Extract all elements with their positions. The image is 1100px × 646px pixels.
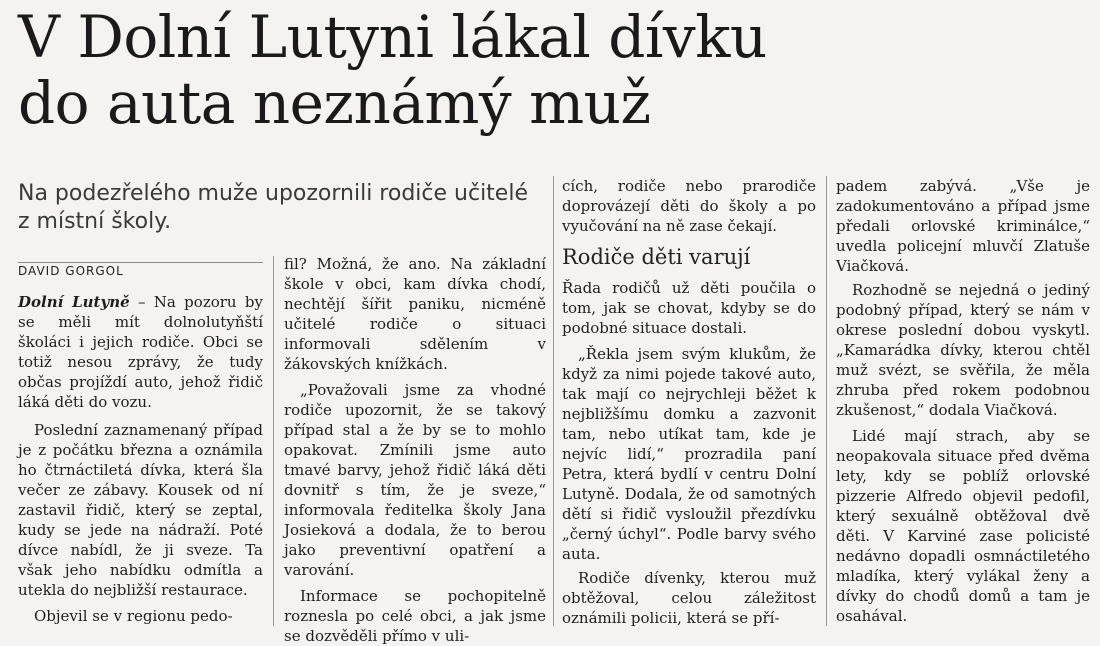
column-1-paragraph-2: Poslední zaznamenaný případ je z počátku března a oznámila ho čtrnáctiletá dívka, která šla večer ze zábavy. Kousek od ní zastavil řidič, který se zeptal, kudy se jede na nádraží. Poté dívce nabídl, že ji sveze. Ta však jeho nabídku odmítla a utekla do nejbližší restaurace. <box>18 421 263 599</box>
column-3-paragraph-1: cích, rodiče nebo prarodiče doprovázejí děti do školy a po vyučování na ně zase čekají. <box>562 177 816 235</box>
column-divider-1 <box>273 256 274 626</box>
subtitle: Na podezřelého muže upozornili rodiče učitelé z místní školy. <box>18 181 528 234</box>
column-3-paragraph-2: Řada rodičů už děti poučila o tom, jak se chovat, kdyby se do podobné situace dostali. <box>562 279 816 337</box>
column-divider-2 <box>553 176 554 626</box>
column-1-paragraph-1-text: – Na pozoru by se měli mít dolnolutyňští školáci i jejich rodiče. Obci se totiž nesou zprávy, že tudy občas projíždí auto, jehož řidič láká děti do vozu. <box>18 293 263 411</box>
headline-line-1: V Dolní Lutyni lákal dívku <box>18 3 767 71</box>
column-1-paragraph-3: Objevil se v regionu pedo- <box>34 607 233 625</box>
author-byline: DAVID GORGOL <box>18 262 263 278</box>
column-2 <box>284 254 546 646</box>
column-3-paragraph-3: „Řekla jsem svým klukům, že když za nimi pojede takové auto, tak mají co nejrychleji běžet k nejbližšímu domku a zazvonit tam, nebo utíkat tam, kde je nejvíc lidí,“ prozradila paní Petra, která bydlí v centru Dolní Lutyně. Dodala, že od samotných dětí si řidič vysloužil přezdívku „černý úchyl“. Podle barvy svého auta. <box>562 345 816 563</box>
column-4 <box>836 176 1090 626</box>
column-4-paragraph-1: padem zabývá. „Vše je zadokumentováno a případ jsme předali orlovské kriminálce,“ uvedla policejní mluvčí Zlatuše Viačková. <box>836 177 1090 275</box>
column-4-paragraph-2: Rozhodně se nejedná o jediný podobný případ, který se nám v okrese poslední dobou vyskytl. „Kamarádka dívky, kterou chtěl muž svézt, se svěřila, že měla zhruba před rokem podobnou zkušenost,“ dodala Viačková. <box>836 281 1090 419</box>
headline-line-2: do auta neznámý muž <box>18 69 651 137</box>
dateline: Dolní Lutyně <box>18 293 130 311</box>
crosshead: Rodiče děti varují <box>562 245 751 269</box>
column-2-paragraph-3: Informace se pochopitelně roznesla po celé obci, a jak jsme se dozvěděli přímo v uli- <box>284 587 546 645</box>
column-4-paragraph-3: Lidé mají strach, aby se neopakovala situace před dvěma lety, kdy se poblíž orlovské pizzerie Alfredo objevil pedofil, který sexuálně obtěžoval dvě děti. V Karviné zase policisté nedávno dopadli osmnáctiletého mladíka, který vylákal ženy a dívky do chodů domů a tam je osahával. <box>836 427 1090 625</box>
headline <box>18 4 1088 136</box>
column-2-paragraph-2: „Považovali jsme za vhodné rodiče upozornit, že se takový případ stal a že by se to mohlo opakovat. Zmínili jsme auto tmavé barvy, jehož řidič láká děti dovnitř s tím, že je sveze,“ informovala ředitelka školy Jana Josieková a dodala, že to berou jako preventivní opatření a varování. <box>284 381 546 579</box>
column-3 <box>562 176 816 628</box>
column-divider-3 <box>826 176 827 626</box>
column-2-paragraph-1: fil? Možná, že ano. Na základní škole v obci, kam dívka chodí, nechtějí šířit paniku, nicméně učitelé rodiče o situaci informovali sdělením v žákovských knížkách. <box>284 255 546 373</box>
column-3-paragraph-4: Rodiče dívenky, kterou muž obtěžoval, celou záležitost oznámili policii, která se pří- <box>562 569 816 627</box>
column-1-paragraph-1 <box>18 292 263 412</box>
column-1 <box>18 292 263 626</box>
